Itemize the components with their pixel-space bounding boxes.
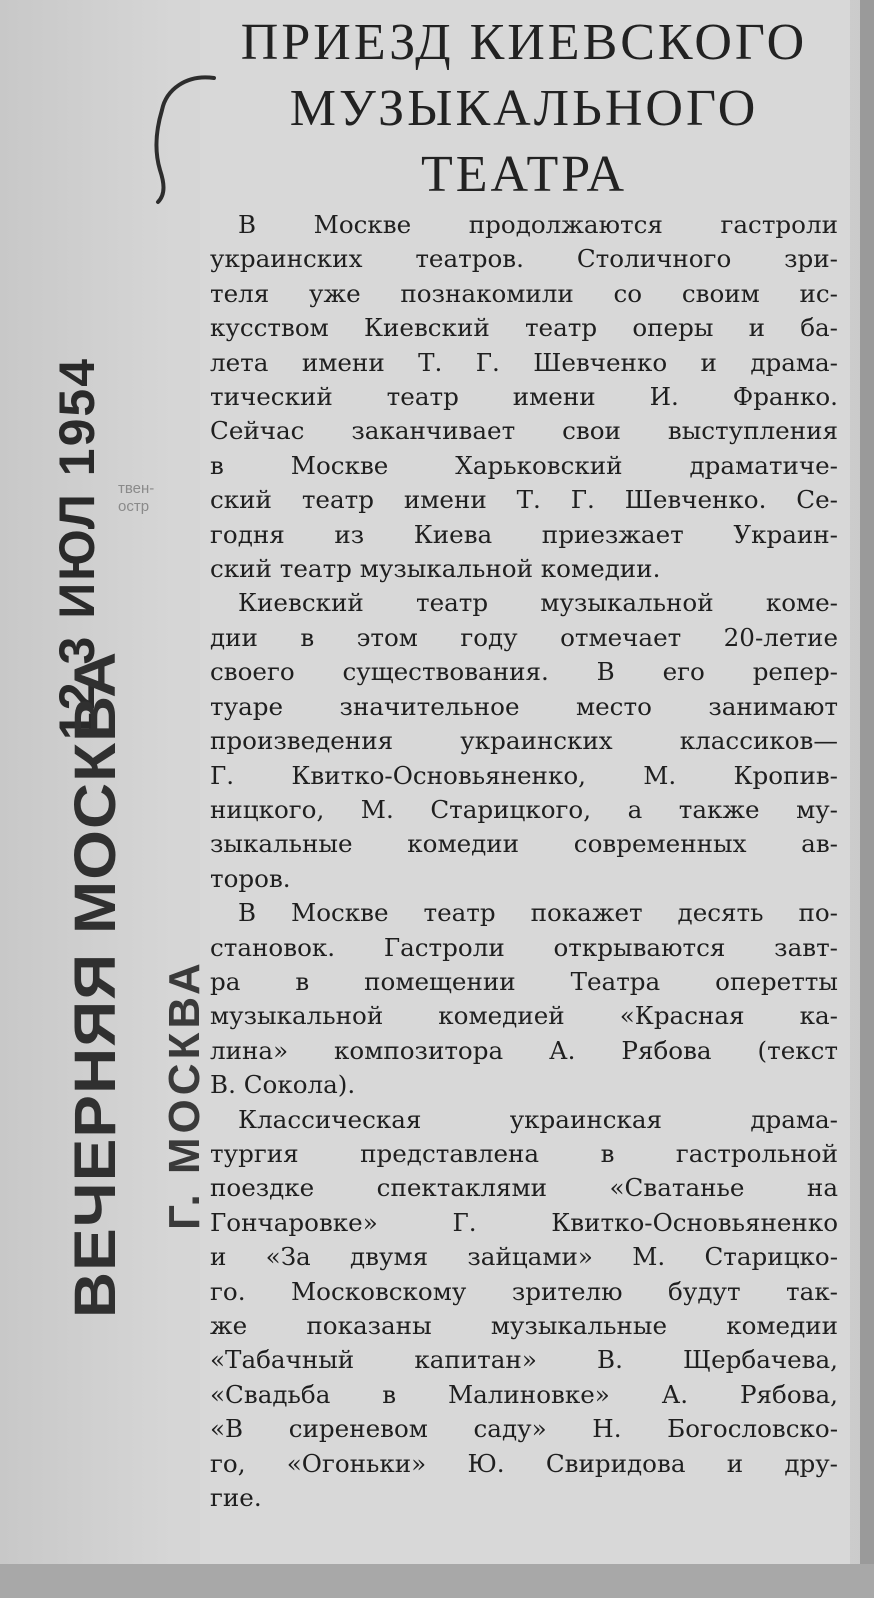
headline-line: ПРИЕЗД КИЕВСКОГО — [240, 14, 808, 71]
article-line: Классическая украинская драма- — [238, 1104, 838, 1134]
article-line: лина» композитора А. Рябова (текст — [210, 1035, 838, 1065]
article-line: музыкальной комедией «Красная ка- — [210, 1001, 838, 1031]
scan-edge-right — [860, 0, 874, 1598]
article-line: В. Сокола). — [210, 1070, 356, 1100]
article-line: Сейчас заканчивает свои выступления — [210, 416, 838, 446]
date-stamp: 12 3 ИЮЛ 1954 — [49, 356, 105, 740]
faint-stamp-residue: твен- остр — [118, 480, 155, 515]
article-line: го, «Огоньки» Ю. Свиридова и дру- — [210, 1448, 838, 1478]
article-paragraph — [210, 586, 838, 896]
article-line: ницкого, М. Старицкого, а также му- — [210, 794, 838, 824]
headline-line: ТЕАТРА — [420, 146, 628, 203]
article-line: «Табачный капитан» В. Щербачева, — [210, 1345, 838, 1375]
article-line: гие. — [210, 1483, 262, 1513]
article-line: лета имени Т. Г. Шевченко и драма- — [210, 347, 838, 377]
article-line: и «За двумя зайцами» М. Старицко- — [210, 1242, 838, 1272]
headline-line: МУЗЫКАЛЬНОГО — [289, 80, 759, 137]
article-line: туаре значительное место занимают — [210, 691, 838, 721]
article-line: дии в этом году отмечает 20-летие — [210, 622, 838, 652]
article-line: Гончаровке» Г. Квитко-Основьяненко — [210, 1207, 838, 1237]
article-line: украинских театров. Столичного зри- — [210, 244, 838, 274]
article-line: В Москве продолжаются гастроли — [238, 210, 838, 239]
city-stamp: Г. МОСКВА — [160, 959, 209, 1230]
article-line: тический театр имени И. Франко. — [210, 382, 838, 412]
article-line: ский театр имени Т. Г. Шевченко. Се- — [210, 485, 838, 515]
scan-edge-bottom — [0, 1564, 874, 1598]
article-line: же показаны музыкальные комедии — [210, 1311, 838, 1340]
article-paragraph — [210, 1103, 838, 1516]
newspaper-stamp: ВЕЧЕРНЯЯ МОСКВА — [63, 650, 128, 1318]
headline — [214, 10, 834, 208]
article-body — [210, 208, 838, 1515]
article-line: ский театр музыкальной комедии. — [210, 554, 661, 584]
article-line: торов. — [210, 863, 291, 893]
article-line: го. Московскому зрителю будут так- — [210, 1276, 838, 1306]
article-line: становок. Гастроли открываются завт- — [210, 932, 838, 962]
article-line: тургия представлена в гастрольной — [210, 1138, 838, 1168]
article-line: теля уже познакомили со своим ис- — [210, 278, 838, 308]
article-paragraph — [210, 896, 838, 1102]
article-line: поездке спектаклями «Сватанье на — [210, 1173, 838, 1203]
article-line: годня из Киева приезжает Украин- — [210, 519, 838, 549]
article-line: Киевский театр музыкальной коме- — [238, 588, 838, 618]
article-line: произведения украинских классиков— — [210, 726, 838, 756]
article-line: кусством Киевский театр оперы и ба- — [210, 313, 838, 343]
article-line: Г. Квитко-Основьяненко, М. Кропив- — [210, 760, 838, 790]
article-paragraph — [210, 208, 838, 586]
article-line: В Москве театр покажет десять по- — [238, 898, 838, 928]
article-line: ра в помещении Театра оперетты — [210, 966, 838, 996]
pencil-mark — [136, 70, 226, 210]
article-line: своего существования. В его репер- — [210, 657, 838, 687]
article-line: «Свадьба в Малиновке» А. Рябова, — [210, 1379, 838, 1409]
article-line: в Москве Харьковский драматиче- — [210, 450, 838, 480]
article-line: зыкальные комедии современных ав- — [210, 829, 838, 859]
article-line: «В сиреневом саду» Н. Богословско- — [210, 1414, 838, 1444]
